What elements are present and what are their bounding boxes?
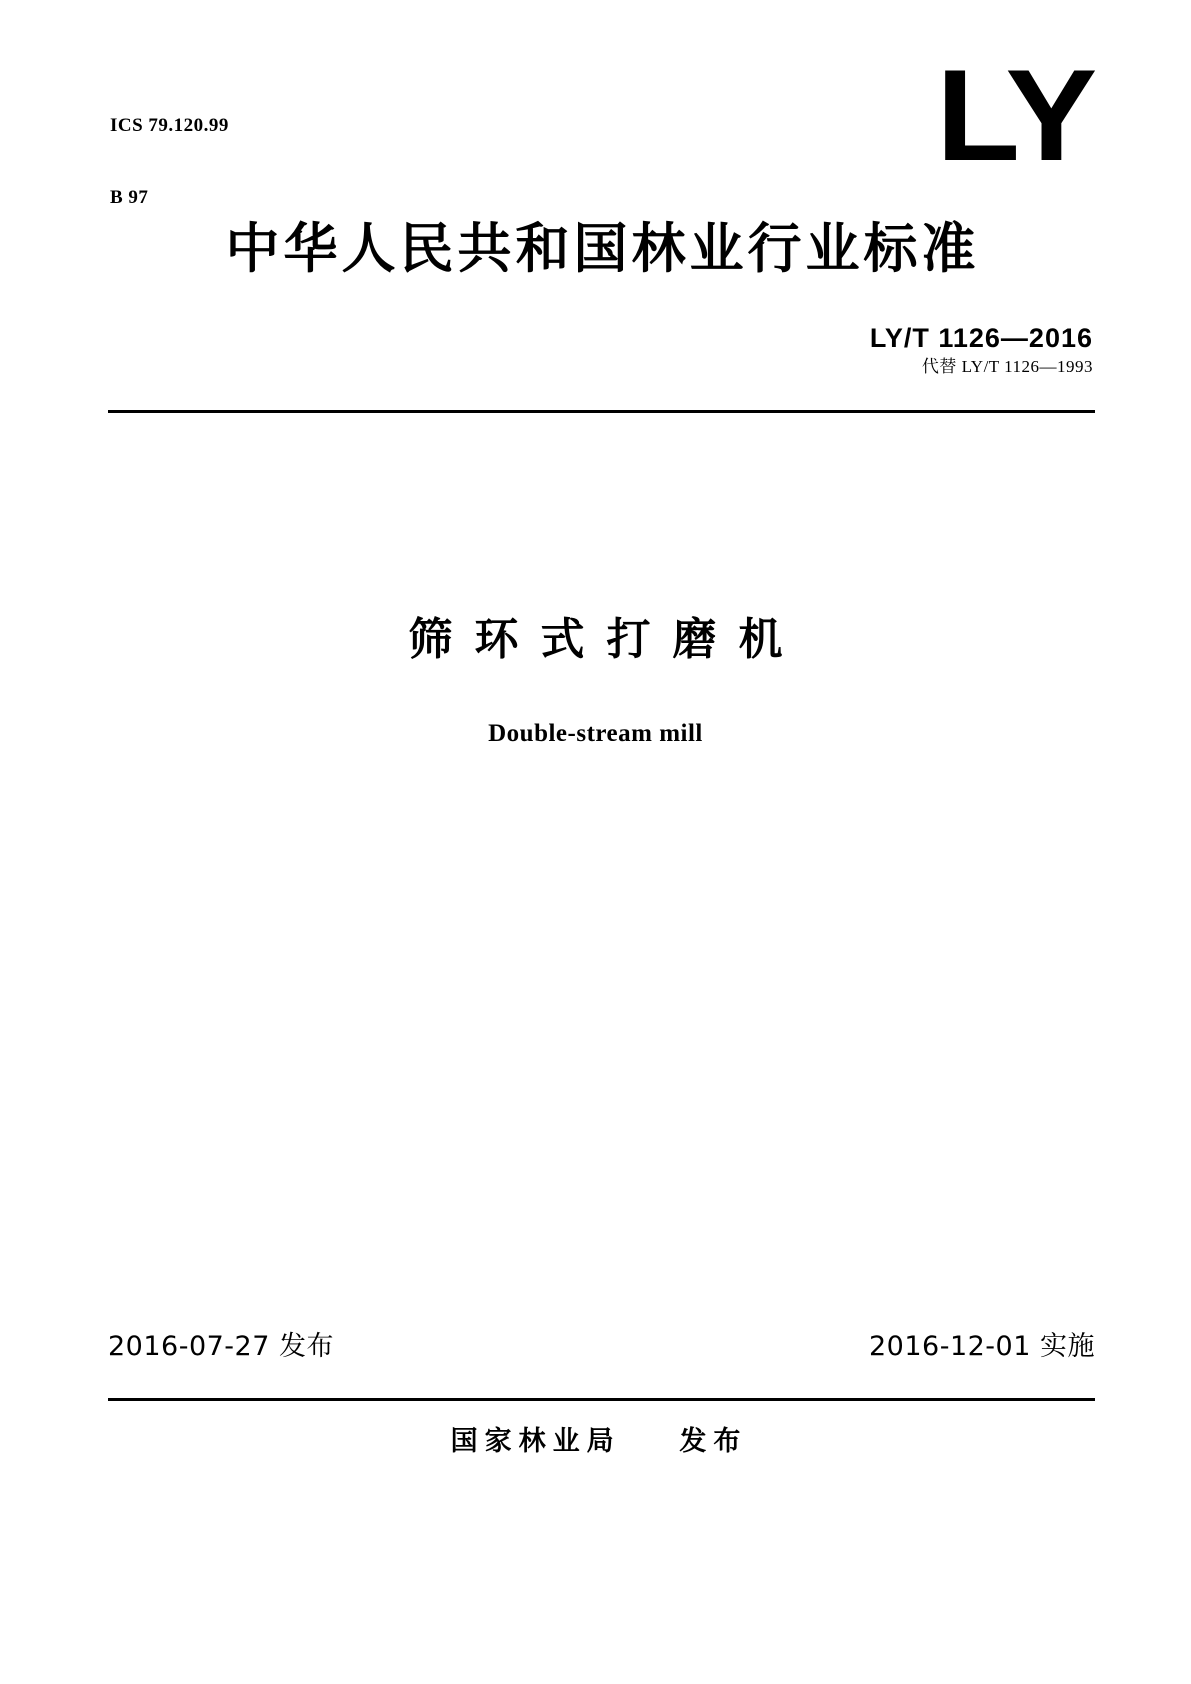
header-divider [108,410,1095,413]
publisher-row [0,1424,1191,1460]
ly-logo: LY [935,42,1095,188]
standard-number: LY/T 1126—2016 [869,323,1093,353]
issue-date: 2016-07-27 发布 [108,1331,334,1362]
footer-divider [108,1398,1095,1401]
ics-code: ICS 79.120.99 [110,115,229,136]
standard-replaces: 代替 LY/T 1126—1993 [921,357,1093,376]
ccs-code: B 97 [110,187,149,208]
document-title-cn: 筛环式打磨机 [408,614,805,665]
standard-number-block [870,322,1093,378]
dates-row [108,1330,1095,1364]
national-standard-title: 中华人民共和国林业行业标准 [225,217,980,280]
publisher-action: 发布 [679,1426,748,1457]
publisher-name: 国家林业局 [450,1426,621,1457]
effective-date: 2016-12-01 实施 [869,1331,1095,1362]
document-title-en: Double-stream mill [488,720,703,747]
